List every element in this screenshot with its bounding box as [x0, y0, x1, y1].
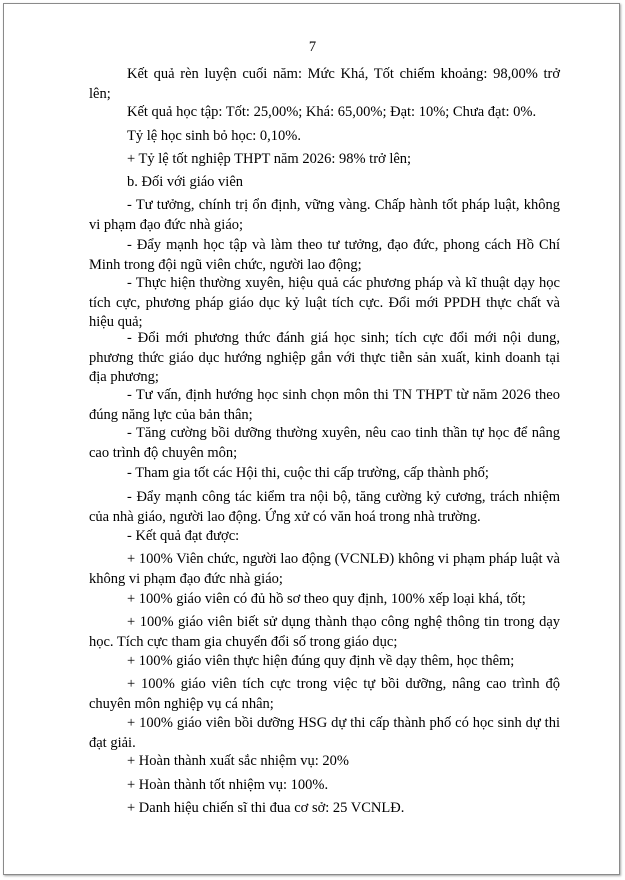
- paragraph-academic-result: Kết quả học tập: Tốt: 25,00%; Khá: 65,00%; Đạt: 10%; Chưa đạt: 0%.: [127, 104, 537, 120]
- paragraph-results-heading: - Kết quả đạt được:: [127, 528, 240, 544]
- paragraph-competitions: - Tham gia tốt các Hội thi, cuộc thi cấp trường, cấp thành phố;: [127, 465, 489, 481]
- result-item: + 100% giáo viên thực hiện đúng quy định về dạy thêm, học thêm;: [127, 653, 515, 669]
- paragraph-ideology: - Tư tưởng, chính trị ổn định, vững vàng. Chấp hành tốt pháp luật, không vi phạm đạo đức nhà giáo;: [89, 197, 560, 233]
- result-item: + 100% Viên chức, người lao động (VCNLĐ) không vi phạm pháp luật và không vi phạm đạo đức nhà giáo;: [89, 551, 560, 587]
- paragraph-graduation-rate: + Tỷ lệ tốt nghiệp THPT năm 2026: 98% trở lên;: [127, 151, 412, 167]
- paragraph-ho-chi-minh: - Đẩy mạnh học tập và làm theo tư tưởng, đạo đức, phong cách Hồ Chí Minh trong đội ngũ viên chức, người lao động;: [89, 237, 560, 273]
- result-item: + Hoàn thành tốt nhiệm vụ: 100%.: [127, 777, 329, 793]
- result-item: + Hoàn thành xuất sắc nhiệm vụ: 20%: [127, 753, 350, 769]
- paragraph-counseling: - Tư vấn, định hướng học sinh chọn môn thi TN THPT từ năm 2026 theo đúng năng lực của bản thân;: [89, 387, 560, 423]
- paragraph-inspection: - Đẩy mạnh công tác kiểm tra nội bộ, tăng cường kỷ cương, trách nhiệm của nhà giáo, người lao động. Ứng xử có văn hoá trong nhà trường.: [89, 489, 560, 525]
- paragraph-dropout-rate: Tỷ lệ học sinh bỏ học: 0,10%.: [127, 128, 301, 144]
- result-item: + 100% giáo viên tích cực trong việc tự bồi dưỡng, nâng cao trình độ chuyên môn nghiệp vụ cá nhân;: [89, 676, 560, 712]
- paragraph-assessment: - Đổi mới phương thức đánh giá học sinh; tích cực đổi mới nội dung, phương thức giáo dục hướng nghiệp gắn với thực tiễn sản xuất, kinh doanh tại địa phương;: [89, 330, 560, 385]
- result-item: + 100% giáo viên bồi dưỡng HSG dự thi cấp thành phố có học sinh dự thi đạt giải.: [89, 715, 560, 751]
- paragraph-training: - Tăng cường bồi dưỡng thường xuyên, nêu cao tinh thần tự học để nâng cao trình độ chuyên môn;: [89, 425, 560, 461]
- paragraph-conduct-result: Kết quả rèn luyện cuối năm: Mức Khá, Tốt chiếm khoảng: 98,00% trở lên;: [89, 66, 560, 102]
- result-item: + Danh hiệu chiến sĩ thi đua cơ sở: 25 VCNLĐ.: [127, 800, 405, 816]
- result-item: + 100% giáo viên biết sử dụng thành thạo công nghệ thông tin trong dạy học. Tích cực tham gia chuyển đổi số trong giáo dục;: [89, 614, 560, 650]
- section-heading-teachers: b. Đối với giáo viên: [127, 174, 243, 190]
- result-item: + 100% giáo viên có đủ hồ sơ theo quy định, 100% xếp loại khá, tốt;: [127, 591, 526, 607]
- page-number: 7: [308, 39, 317, 55]
- paragraph-teaching-methods: - Thực hiện thường xuyên, hiệu quả các phương pháp và kĩ thuật dạy học tích cực, phương pháp giáo dục kỷ luật tích cực. Đổi mới PPDH thực chất và hiệu quả;: [89, 275, 560, 330]
